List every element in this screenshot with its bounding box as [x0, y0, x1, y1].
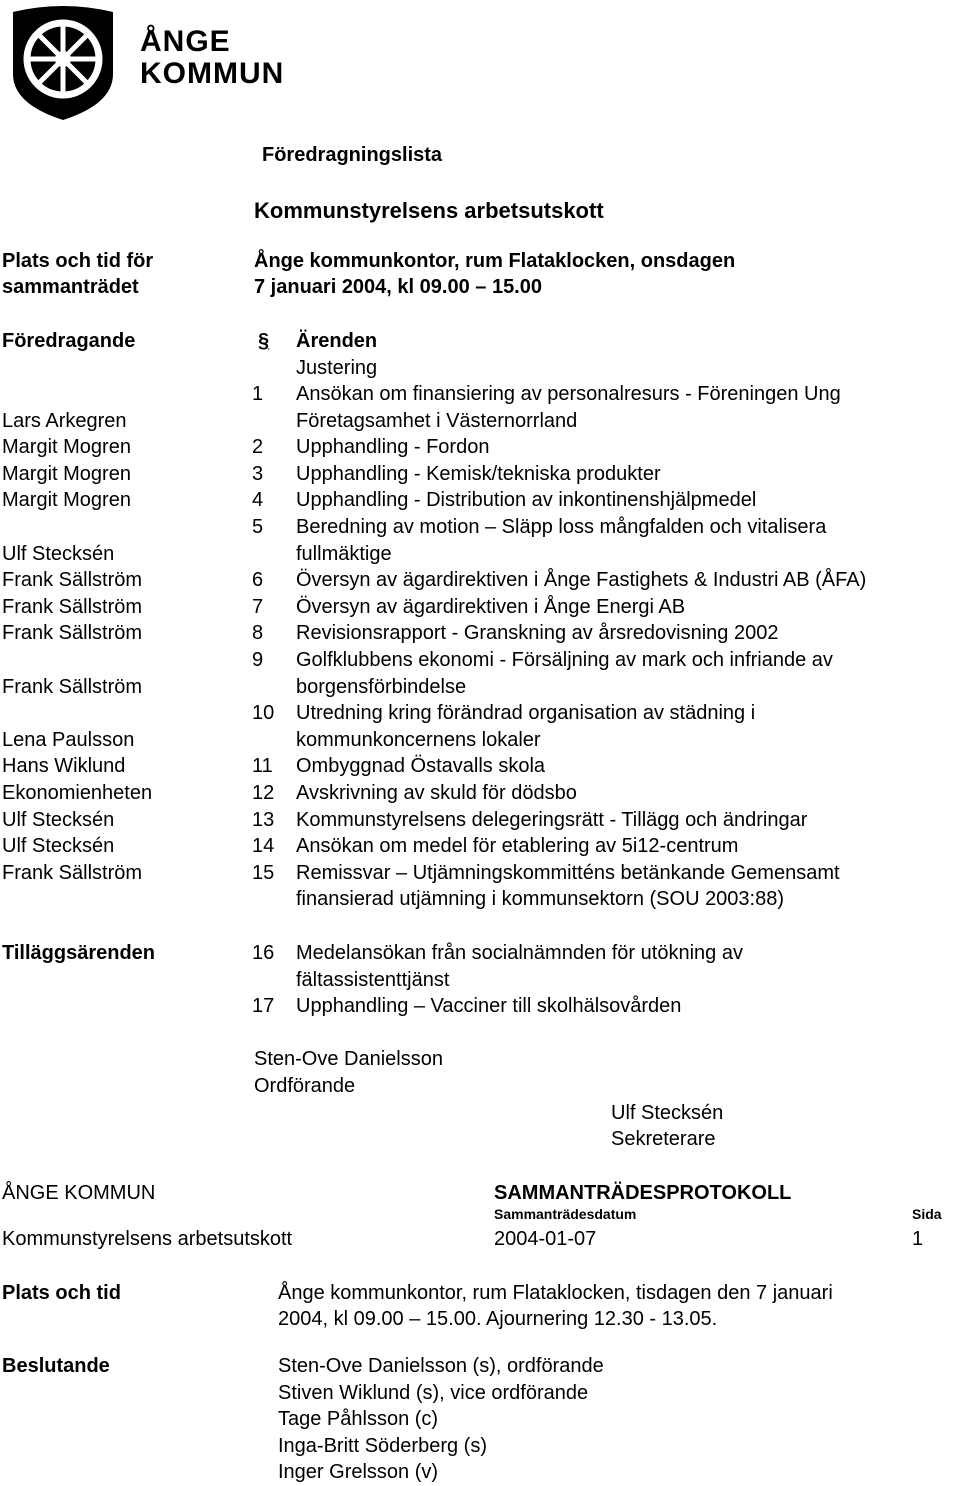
- item-text: Revisionsrapport - Granskning av årsredovisning 2002: [296, 622, 779, 645]
- decider-entry: Tage Påhlsson (c): [278, 1408, 439, 1431]
- presenter-name: Ulf Stecksén: [2, 808, 115, 831]
- extra-agenda-row: [0, 993, 960, 1019]
- item-text: Företagsamhet i Västernorrland: [296, 409, 578, 432]
- extra-agenda-row: [0, 967, 960, 993]
- item-text: borgensförbindelse: [296, 675, 467, 698]
- item-text: Remissvar – Utjämningskommitténs betänkande Gemensamt: [296, 861, 840, 884]
- place-line2: 7 januari 2004, kl 09.00 – 15.00: [254, 276, 542, 298]
- agenda-row: [0, 753, 960, 779]
- item-text: fältassistenttjänst: [296, 968, 450, 991]
- agenda-row: [0, 780, 960, 806]
- date-label: Sammanträdesdatum: [494, 1206, 637, 1222]
- item-text: Upphandling - Fordon: [296, 436, 490, 459]
- item-number: 2: [252, 436, 264, 459]
- item-number: 10: [252, 702, 275, 725]
- page-label: Sida: [912, 1206, 942, 1222]
- protocol-page-number: 1: [912, 1228, 924, 1250]
- item-text: Ansökan om medel för etablering av 5i12-centrum: [296, 835, 739, 858]
- item-text: Ansökan om finansiering av personalresurs - Föreningen Ung: [296, 383, 841, 405]
- item-number: 15: [252, 861, 275, 884]
- agenda-row: [0, 461, 960, 487]
- item-number: 12: [252, 782, 275, 804]
- item-text: Översyn av ägardirektiven i Ånge Energi AB: [296, 595, 686, 618]
- item-number: 11: [252, 755, 273, 778]
- item-number: 14: [252, 835, 275, 858]
- agenda-row: [0, 381, 960, 407]
- agenda-row: [0, 860, 960, 886]
- committee-heading: Kommunstyrelsens arbetsutskott: [254, 198, 604, 223]
- item-text: fullmäktige: [296, 542, 392, 565]
- protocol-title: SAMMANTRÄDESPROTOKOLL: [494, 1182, 792, 1204]
- decider-entry: Stiven Wiklund (s), vice ordförande: [278, 1381, 589, 1404]
- item-number: 3: [252, 462, 264, 485]
- agenda-row: [0, 700, 960, 726]
- agenda-row: [0, 541, 960, 567]
- presenter-name: Frank Sällström: [2, 569, 143, 592]
- chair-title: Ordförande: [254, 1075, 356, 1097]
- item-number: 1: [252, 383, 264, 405]
- agenda-row: [0, 408, 960, 434]
- secretary-title: Sekreterare: [611, 1128, 716, 1150]
- presenter-name: Margit Mogren: [2, 489, 131, 512]
- deciders-label: Beslutande: [2, 1355, 110, 1377]
- item-number: 16: [252, 942, 275, 964]
- agenda-row: [0, 886, 960, 912]
- presenter-heading: Föredragande: [2, 330, 136, 352]
- presenter-name: Margit Mogren: [2, 436, 131, 459]
- protocol-place-line1: Ånge kommunkontor, rum Flataklocken, tisdagen den 7 januari: [278, 1282, 833, 1304]
- presenter-name: Frank Sällström: [2, 595, 143, 618]
- place-line1: Ånge kommunkontor, rum Flataklocken, onsdagen: [254, 250, 736, 272]
- secretary-name: Ulf Stecksén: [611, 1102, 724, 1124]
- presenter-name: Hans Wiklund: [2, 755, 126, 778]
- presenter-name: Frank Sällström: [2, 861, 143, 884]
- agenda-row: [0, 567, 960, 593]
- item-text: Ombyggnad Östavalls skola: [296, 755, 546, 778]
- agenda-row: [0, 727, 960, 753]
- item-text: Avskrivning av skuld för dödsbo: [296, 782, 577, 804]
- item-number: 7: [252, 595, 264, 618]
- paragraph-icon: §: [258, 330, 270, 352]
- presenter-name: Margit Mogren: [2, 462, 131, 485]
- place-label-line1: Plats och tid för: [2, 250, 154, 272]
- item-text: kommunkoncernens lokaler: [296, 728, 541, 751]
- item-number: 13: [252, 808, 275, 831]
- municipality-logo: [8, 4, 118, 122]
- protocol-committee: Kommunstyrelsens arbetsutskott: [2, 1228, 293, 1250]
- item-text: Medelansökan från socialnämnden för utökning av: [296, 942, 743, 964]
- item-text: Beredning av motion – Släpp loss mångfalden och vitalisera: [296, 516, 827, 538]
- agenda-row: [0, 807, 960, 833]
- decider-entry: Inger Grelsson (v): [278, 1461, 439, 1484]
- agenda-row: [0, 647, 960, 673]
- protocol-place-label: Plats och tid: [2, 1282, 121, 1304]
- item-text: Upphandling - Distribution av inkontinenshjälpmedel: [296, 489, 757, 512]
- agenda-row: [0, 434, 960, 460]
- presenter-name: Ulf Stecksén: [2, 542, 115, 565]
- logo-wordmark: ÅNGE KOMMUN: [140, 25, 285, 90]
- item-number: 9: [252, 649, 264, 671]
- chair-name: Sten-Ove Danielsson: [254, 1048, 443, 1070]
- presenter-name: Frank Sällström: [2, 675, 143, 698]
- item-number: 17: [252, 995, 275, 1018]
- presenter-name: Lena Paulsson: [2, 728, 135, 751]
- item-text: Utredning kring förändrad organisation av städning i: [296, 702, 756, 725]
- item-number: 5: [252, 516, 264, 538]
- item-number: 4: [252, 489, 264, 512]
- item-text: finansierad utjämning i kommunsektorn (SOU 2003:88): [296, 888, 785, 911]
- item-number: 6: [252, 569, 264, 592]
- item-text: Översyn av ägardirektiven i Ånge Fastighets & Industri AB (ÅFA): [296, 569, 867, 592]
- extra-agenda-row: [0, 940, 960, 966]
- presenter-name: Lars Arkegren: [2, 409, 127, 432]
- decider-entry: Inga-Britt Söderberg (s): [278, 1434, 487, 1457]
- agenda-row: [0, 620, 960, 646]
- agenda-row: [0, 833, 960, 859]
- item-text: Upphandling - Kemisk/tekniska produkter: [296, 462, 661, 485]
- protocol-date: 2004-01-07: [494, 1228, 597, 1250]
- protocol-org: ÅNGE KOMMUN: [2, 1182, 156, 1204]
- place-label-line2: sammanträdet: [2, 276, 139, 298]
- decider-entry: Sten-Ove Danielsson (s), ordförande: [278, 1355, 604, 1377]
- item-text: Kommunstyrelsens delegeringsrätt - Tillägg och ändringar: [296, 808, 808, 831]
- agenda-row: [0, 514, 960, 540]
- presenter-name: Ulf Stecksén: [2, 835, 115, 858]
- item-text: Upphandling – Vacciner till skolhälsovården: [296, 995, 682, 1018]
- item-number: 8: [252, 622, 264, 645]
- agenda-row: [0, 594, 960, 620]
- agenda-row: [0, 487, 960, 513]
- presenter-name: Ekonomienheten: [2, 782, 153, 804]
- extra-items-heading: Tilläggsärenden: [2, 942, 156, 964]
- protocol-place-line2: 2004, kl 09.00 – 15.00. Ajournering 12.30 - 13.05.: [278, 1308, 718, 1330]
- items-heading: Ärenden: [296, 330, 378, 352]
- agenda-row: [0, 674, 960, 700]
- item-text: Golfklubbens ekonomi - Försäljning av mark och infriande av: [296, 649, 833, 671]
- justering-item: Justering: [296, 357, 378, 379]
- document-title: Föredragningslista: [262, 144, 443, 166]
- presenter-name: Frank Sällström: [2, 622, 143, 645]
